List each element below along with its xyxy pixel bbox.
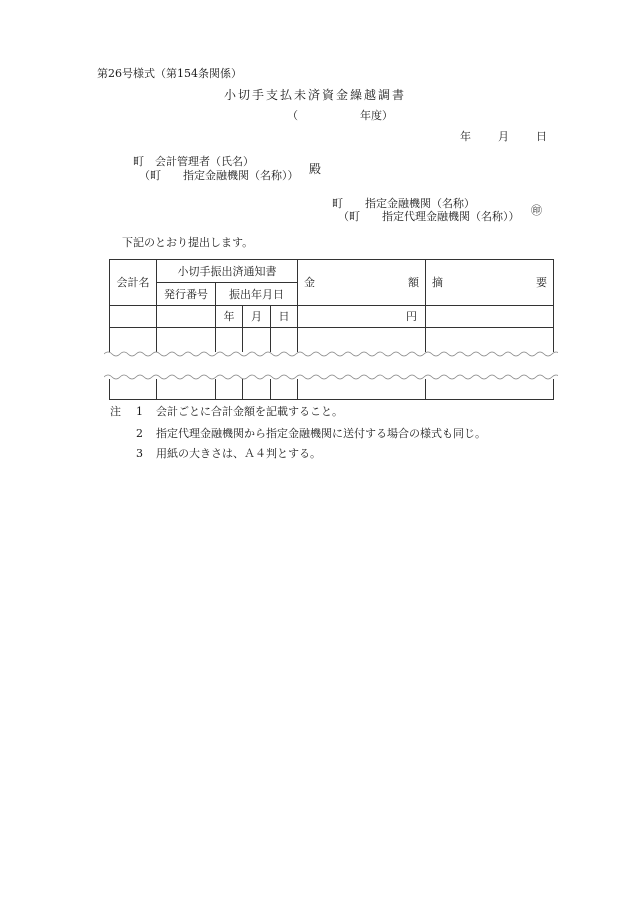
header-amount bbox=[298, 260, 426, 306]
cell-amount-last bbox=[298, 379, 426, 399]
header-issue-date: 振出年月日 bbox=[216, 283, 298, 306]
fiscal-open: （ bbox=[287, 109, 298, 122]
cell-day-2 bbox=[271, 328, 298, 352]
cell-year-unit: 年 bbox=[216, 306, 243, 328]
date-day: 日 bbox=[536, 130, 547, 143]
intro-text: 下記のとおり提出します。 bbox=[122, 236, 254, 249]
date-month: 月 bbox=[498, 130, 509, 143]
header-amount-b: 額 bbox=[408, 276, 419, 289]
cell-issue-no-2 bbox=[157, 328, 216, 352]
cell-account-2 bbox=[110, 328, 157, 352]
sender-line1: 町 指定金融機関（名称） bbox=[332, 197, 475, 210]
header-account: 会計名 bbox=[110, 260, 157, 306]
note-text-2: 指定代理金融機関から指定金融機関に送付する場合の様式も同じ。 bbox=[156, 427, 486, 440]
date-line bbox=[460, 131, 547, 142]
cell-month-unit: 月 bbox=[243, 306, 271, 328]
header-issue-no: 発行番号 bbox=[157, 283, 216, 306]
cell-summary-2 bbox=[426, 328, 554, 352]
cell-year-2 bbox=[216, 328, 243, 352]
addressee-honorific: 殿 bbox=[309, 162, 322, 176]
addressee-line1: 町 会計管理者（氏名） bbox=[133, 155, 254, 168]
note-text-3: 用紙の大きさは、Ａ４判とする。 bbox=[156, 447, 321, 460]
addressee-line2: （町 指定金融機関（名称）） bbox=[139, 169, 299, 182]
cell-issue-no-1 bbox=[157, 306, 216, 328]
note-text-1: 会計ごとに合計金額を記載すること。 bbox=[156, 405, 343, 418]
cell-month-2 bbox=[243, 328, 271, 352]
cell-issue-no-last bbox=[157, 379, 216, 399]
header-summary bbox=[426, 260, 554, 306]
carryover-table-continued bbox=[109, 379, 554, 400]
document-title: 小切手支払未済資金繰越調書 bbox=[223, 88, 406, 102]
cell-summary-1 bbox=[426, 306, 554, 328]
note-num-2: 2 bbox=[136, 427, 143, 440]
fiscal-close: 年度） bbox=[360, 109, 393, 122]
date-year: 年 bbox=[460, 130, 471, 143]
seal-mark: ㊞ bbox=[531, 204, 542, 217]
cell-summary-last bbox=[426, 379, 554, 399]
cell-account-1 bbox=[110, 306, 157, 328]
form-number: 第26号様式（第154条関係） bbox=[97, 67, 242, 80]
cell-month-last bbox=[243, 379, 271, 399]
notes-label: 注 bbox=[110, 405, 121, 418]
break-wave-top bbox=[104, 349, 558, 359]
header-check-notice: 小切手振出済通知書 bbox=[157, 260, 298, 283]
cell-day-unit: 日 bbox=[271, 306, 298, 328]
cell-day-last bbox=[271, 379, 298, 399]
cell-amount-2 bbox=[298, 328, 426, 352]
header-summary-a: 摘 bbox=[432, 276, 443, 289]
cell-account-last bbox=[110, 379, 157, 399]
carryover-table bbox=[109, 259, 554, 352]
sender-line2: （町 指定代理金融機関（名称）） bbox=[338, 210, 520, 223]
cell-year-last bbox=[216, 379, 243, 399]
cell-yen-unit: 円 bbox=[298, 306, 426, 328]
note-num-3: 3 bbox=[136, 447, 143, 460]
header-amount-a: 金 bbox=[304, 276, 315, 289]
note-num-1: 1 bbox=[136, 405, 143, 418]
header-summary-b: 要 bbox=[536, 276, 547, 289]
fiscal-year bbox=[287, 110, 393, 121]
